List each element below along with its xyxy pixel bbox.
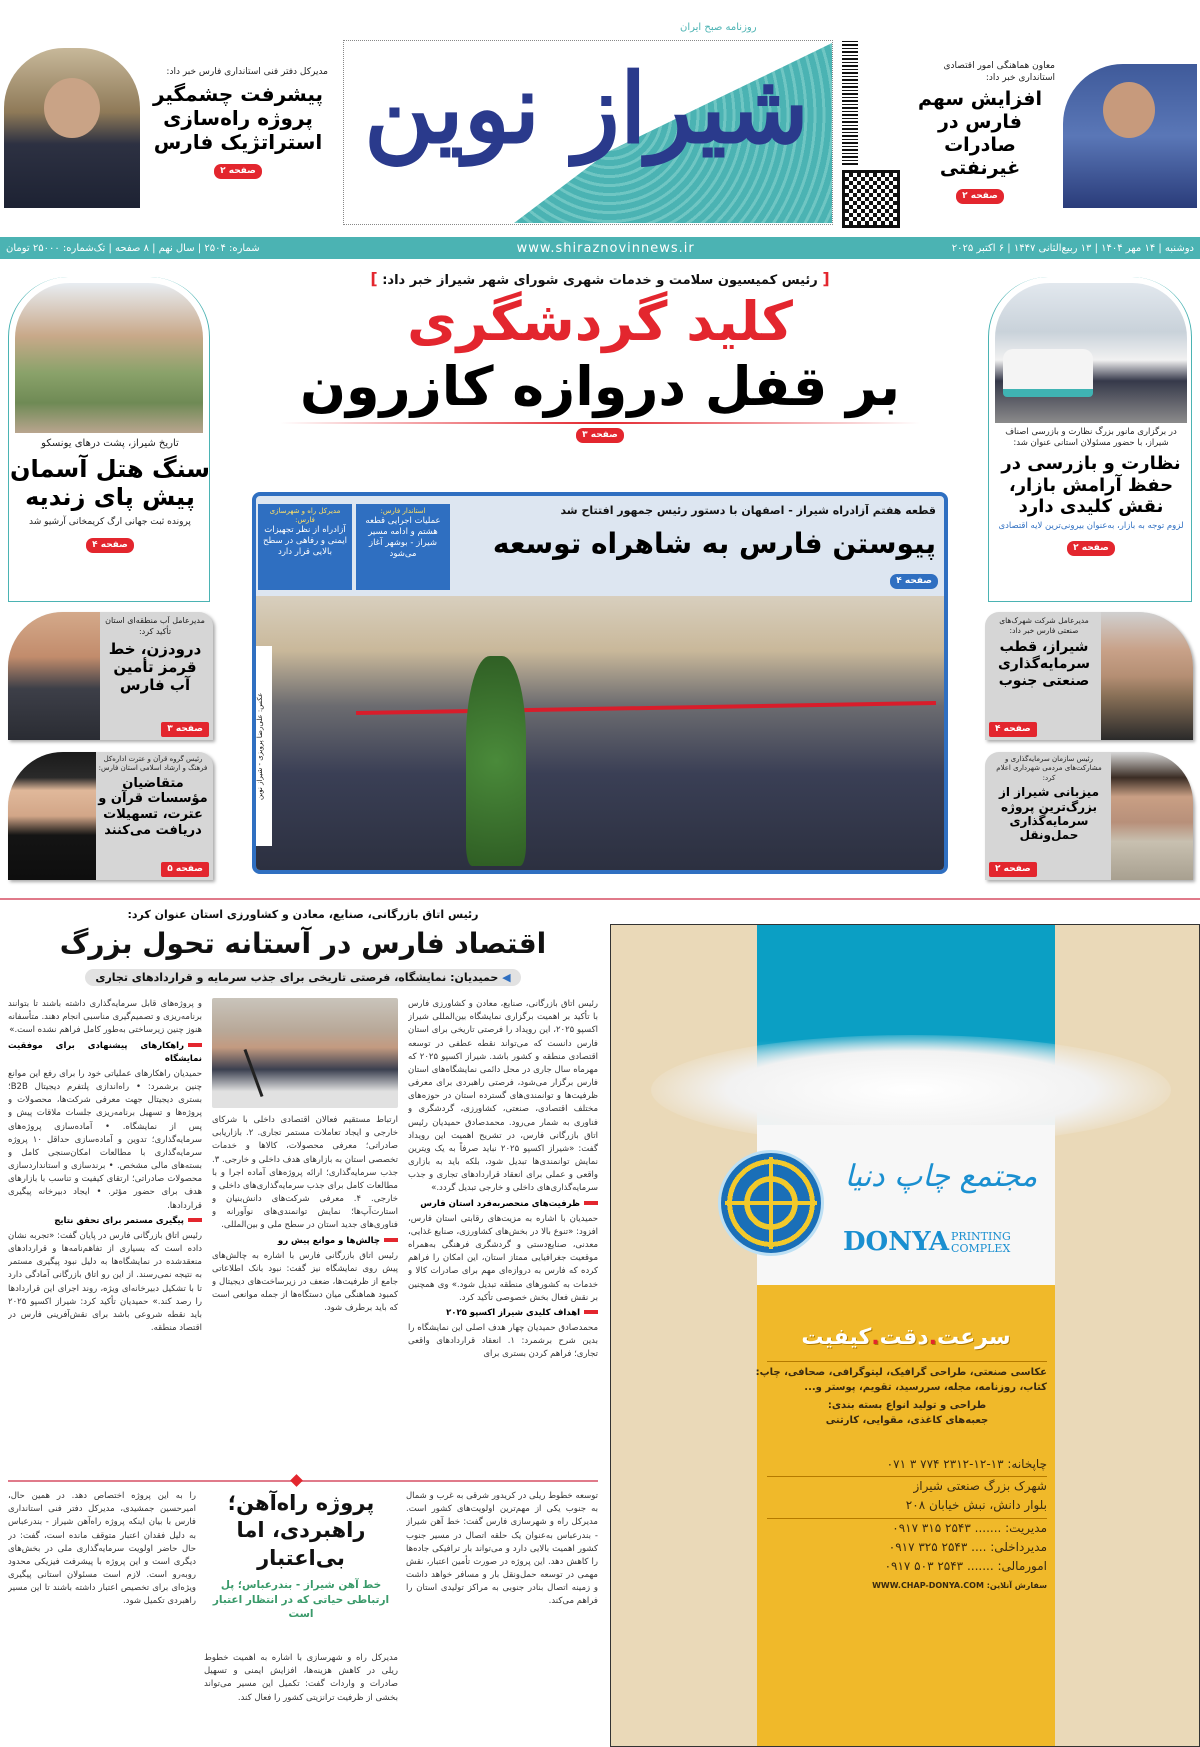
subheading: ظرفیت‌های منحصربه‌فرد استان فارس [408, 1198, 598, 1211]
sidebox-text: آزادراه از نظر تجهیزات ایمنی و رفاهی در سطح بالایی قرار دارد [263, 525, 347, 558]
industrial-kicker: مدیرعامل شرکت شهرک‌های صنعتی فارس خبر داد: [999, 616, 1089, 636]
plant [466, 656, 526, 866]
economy-article[interactable] [8, 906, 598, 1474]
sidebox-text: عملیات اجرایی قطعه هشتم و ادامه مسیر شیراز - بوشهر آغاز می‌شود [365, 516, 441, 560]
quran-headline[interactable]: متقاضیان مؤسسات قرآن و عترت، تسهیلات دریافت می‌کنند [98, 775, 208, 838]
ribbon-cutting-photo[interactable] [256, 596, 944, 870]
issue-line: شماره: ۲۵۰۴ | سال نهم | ۸ صفحه | تک‌شماره: ۲۵۰۰۰ تومان [6, 242, 260, 254]
website-link[interactable]: www.shiraznovinnews.ir [516, 240, 695, 256]
economy-kicker: رئیس اتاق بازرگانی، صنایع، معادن و کشاورزی استان عنوان کرد: [127, 908, 479, 921]
section-divider [0, 898, 1200, 900]
address-line: بلوار دانش، نبش خیابان ۲۰۸ [767, 1496, 1047, 1518]
inspection-headline[interactable]: نظارت و بازرسی در حفظ آرامش بازار، نقش کلیدی دارد [1001, 452, 1181, 518]
railway-subhead: خط آهن شیراز - بندرعباس؛ پل ارتباطی حیاتی که در انتظار اعتبار است [212, 1578, 390, 1621]
ad-contacts [767, 1455, 1047, 1593]
lead-headline-red[interactable]: کلید گردشگری [407, 290, 793, 353]
paragraph: حمیدیان راهکارهای عملیاتی خود را برای رفع این موانع چنین برشمرد: • راه‌اندازی پلتفرم دیجیتال B2B؛ بستری دیجیتال جهت معرفی شرکت‌ها، محصولات و پروژه‌ها و تسهیل برنامه‌ریزی جلسات ملاقات پیش و پس از نمایشگاه. • آماده‌سازی پروژه‌های سرمایه‌گذاری؛ تدوین و آماده‌سازی حداقل ۱۰ پروژه سرمایه‌گذاری با مطالعات امکان‌سنجی کامل و بسته‌های مالی مشخص. • برندسازی و استانداردسازی محصولات صادراتی؛ ارتقای کیفیت و تناسب با بازارهای هدف برای حضور مؤثر. • ایجاد دبیرخانه پیگیری قراردادها. [8, 1068, 202, 1211]
industrial-story[interactable] [985, 612, 1193, 740]
contact-internal[interactable]: مدیرداخلی: .... ۲۵۴۳ ۳۲۵ ۰۹۱۷ [888, 1539, 1047, 1554]
page-tag[interactable]: صفحه ۴ [890, 574, 938, 589]
sidebox-roads[interactable] [258, 504, 352, 590]
railway-col-mid [204, 1652, 398, 1742]
hamidian-photo[interactable] [212, 998, 398, 1108]
arg-kicker: تاریخ شیراز، پشت درهای یونسکو [41, 438, 179, 449]
top-left-kicker: مدیرکل دفتر فنی استانداری فارس خبر داد: [166, 67, 328, 77]
paragraph: رئیس اتاق بازرگانی، صنایع، معادن و کشاورزی فارس با تأکید بر اهمیت برگزاری نمایشگاه بین‌المللی شیراز اکسپو ۲۰۲۵، این رویداد را فرصتی تاریخی برای استان فارس دانست که می‌تواند نقطه عطفی در توسعه اقتصادی منطقه و کشور باشد. شیراز اکسپو ۲۰۲۵ که مهرماه سال جاری در محل دائمی نمایشگاه‌های استان فارس برگزار می‌شود، فرصتی راهبردی برای معرفی ظرفیت‌ها و توانمندی‌های گسترده استان در حوزه‌های مختلف اقتصادی، صنعتی، کشاورزی، گردشگری و فناوری به شمار می‌رود. محمدصادق حمیدیان رئیس اتاق بازرگانی فارس، در تشریح اهمیت این رویداد گفت: «شیراز اکسپو ۲۰۲۵ نباید صرفاً به یک ویترین نمایش توانمندی‌ها تبدیل شود، بلکه باید به بازاری واقعی و عملی برای انعقاد قراردادهای تجاری و جذب سرمایه‌گذاری‌های داخلی و خارجی تبدیل گردد.» [408, 999, 598, 1194]
car [1003, 349, 1093, 397]
brand-english [843, 1221, 1011, 1255]
brand-english-sub1: PRINTING [951, 1229, 1011, 1243]
photo-credit: عکس: علی‌رضا پرویزی - شیراز نوین [256, 646, 272, 846]
inspection-story[interactable] [988, 277, 1192, 602]
date-band [0, 237, 1200, 259]
inspection-kicker: در برگزاری مانور بزرگ نظارت و بازرسی اصناف شیراز، با حضور مسئولان استانی عنوان شد: [1005, 427, 1177, 449]
services-line: طراحی و تولید انواع بسته بندی: [827, 1400, 987, 1411]
water-text [101, 616, 209, 720]
paragraph: محمدصادق حمیدیان چهار هدف اصلی این نمایشگاه را بدین شرح برشمرد: ۱. انعقاد قراردادهای واقعی تجاری؛ فراهم کردن بستری برای [408, 1323, 598, 1360]
page-tag[interactable]: صفحه ۳ [161, 722, 209, 737]
water-headline[interactable]: درودزن، خط قرمز تأمین آب فارس [108, 639, 202, 694]
top-left-headline[interactable]: پیشرفت چشمگیر پروژه راه‌سازی استراتژیک فارس [152, 82, 324, 155]
water-photo [8, 612, 100, 740]
paragraph: رئیس اتاق بازرگانی فارس در پایان گفت: «تجربه نشان داده است که بسیاری از تفاهم‌نامه‌ها و قراردادهای منعقدشده در نمایشگاه‌ها به دلیل نبود پیگیری مستمر به نتیجه نمی‌رسند. از این رو اتاق بازرگانی آمادگی دارد تا با تشکیل دبیرخانه‌ای ویژه، روند اجرای این قراردادها را رصد کند.» حمیدیان تأکید کرد: شیراز اکسپو ۲۰۲۵ باید نقطه شروعی باشد برای نقش‌آفرینی فارس در اقتصاد منطقه. [8, 1230, 202, 1334]
lead-headline-black[interactable]: بر قفل دروازه کازرون [299, 354, 901, 418]
qr-code[interactable] [842, 170, 900, 228]
phone-print[interactable]: چاپخانه: ۱۳-۱۲-۲۳۱۲ ۷۷۴ ۳ ۰۷۱ [767, 1455, 1047, 1477]
contact-finance[interactable]: امورمالی: ....... ۲۵۴۳ ۵۰۳ ۰۹۱۷ [884, 1558, 1047, 1573]
tagline: روزنامه صبح ایران [680, 22, 757, 33]
arg-photo [15, 283, 203, 433]
microphone [244, 1049, 264, 1097]
ad-services [755, 1361, 1047, 1445]
economy-subhead-text: حمیدیان: نمایشگاه، فرصتی تاریخی برای جذب سرمایه و قراردادهای تجاری [95, 971, 499, 984]
subheading: چالش‌ها و موانع پیش رو [212, 1235, 398, 1248]
transport-kicker: رئیس سازمان سرمایه‌گذاری و مشارکت‌های مردمی شهرداری اعلام کرد: [996, 755, 1102, 782]
quran-story[interactable] [8, 752, 213, 880]
quran-photo [8, 752, 96, 880]
lead-story[interactable] [240, 268, 960, 486]
page-tag[interactable]: صفحه ۴ [989, 722, 1037, 737]
ad-slogan: سرعت.دقت.کیفیت [801, 1325, 1011, 1350]
sidebox-label: مدیرکل راه و شهرسازی فارس: [269, 507, 341, 525]
contact-management[interactable]: مدیریت: ....... ۲۵۴۳ ۳۱۵ ۰۹۱۷ [892, 1520, 1047, 1535]
inspection-text [993, 427, 1189, 556]
logo-block [343, 40, 833, 225]
page-tag[interactable]: صفحه ۲ [989, 862, 1037, 877]
sidebox-label: استاندار فارس: [380, 507, 426, 515]
paragraph: توسعه خطوط ریلی در کریدور شرقی به غرب و شمال به جنوب یکی از مهم‌ترین اولویت‌های کشور است. مدیرکل راه و شهرسازی فارس گفت: خط آهن شیراز - بندرعباس به‌عنوان یک حلقه اتصال در مسیر جنوب کشور اهمیت بالایی دارد و می‌تواند بار ترافیکی جاده‌ها را کاهش دهد. این پروژه در صورت تأمین اعتبار، نقش مهمی در توسعه حمل‌ونقل بار و مسافر خواهد داشت و زمینه اتصال بنادر جنوبی به مراکز تولیدی استان را فراهم می‌کند. [406, 1491, 598, 1607]
paragraph: حمیدیان با اشاره به مزیت‌های رقابتی استان فارس، افزود: «تنوع بالا در بخش‌های کشاورزی، صنایع غذایی، معدنی، صنایع‌دستی و گردشگری فرهنگی به‌همراه موقعیت جغرافیایی ممتاز استان، این امکان را فراهم کرده که فارس به دروازه‌ای مهم برای صادرات کالا و خدمات به کشورهای منطقه تبدیل شود.» وی همچنین بر نقش فعال بخش خصوصی تأکید کرد. [408, 1213, 598, 1303]
lead-kicker: [ رئیس کمیسیون سلامت و خدمات شهری شورای شهر شیراز خبر داد: ] [370, 269, 830, 288]
paragraph: مدیرکل راه و شهرسازی با اشاره به اهمیت خطوط ریلی در کاهش هزینه‌ها، افزایش ایمنی و تسهیل صادرات و واردات گفت: تکمیل این مسیر می‌تواند بخشی از ظرفیت ترانزیتی کشور را فعال کند. [204, 1653, 398, 1703]
quran-kicker: رئیس گروه قرآن و عترت اداره‌کل فرهنگ و ارشاد اسلامی استان فارس: [98, 755, 208, 773]
top-left-story[interactable] [148, 66, 328, 226]
donya-advertisement[interactable] [610, 924, 1200, 1747]
lead-kicker-text: رئیس کمیسیون سلامت و خدمات شهری شورای شهر شیراز خبر داد: [382, 273, 818, 288]
transport-headline[interactable]: میزبانی شیراز از بزرگ‌ترین پروژه سرمایه‌گذاری حمل‌ونقل [998, 785, 1099, 843]
paragraph: و پروژه‌های قابل سرمایه‌گذاری داشته باشند تا بتوانند برنامه‌ریزی و تصمیم‌گیری مناسبی انجام دهند. متأسفانه هنوز چنین زیرساختی به‌طور کامل فراهم نشده است.» [8, 999, 202, 1036]
top-right-headline[interactable]: افزایش سهم فارس در صادرات غیرنفتی [917, 88, 1043, 179]
transport-photo [1111, 752, 1193, 880]
services-line: جعبه‌های کاغذی، مقوایی، کارتنی [825, 1415, 989, 1426]
online-label: سفارش آنلاین: [986, 1581, 1047, 1591]
site-logo[interactable]: شیراز نوین [364, 52, 809, 165]
water-story[interactable] [8, 612, 213, 740]
economy-col-3 [8, 998, 202, 1470]
person-silhouette [44, 78, 100, 138]
person-silhouette [1103, 82, 1155, 138]
divider-diamond [290, 1474, 303, 1487]
donya-logo-icon [721, 1153, 821, 1253]
brand-english-main: DONYA [843, 1227, 950, 1257]
feature-box [252, 492, 948, 874]
subheading: اهداف کلیدی شیراز اکسپو ۲۰۲۵ [408, 1307, 598, 1320]
paragraph: را به این پروژه اختصاص دهد. در همین حال، امیرحسین جمشیدی، مدیرکل دفتر فنی استانداری فارس با بیان اینکه پروژه راه‌آهن شیراز - بندرعباس به دلیل فقدان اعتبار متوقف مانده است، گفت: در حال حاضر اولویت سرمایه‌گذاری ملی در بخش‌های دیگری است و این پروژه با پیشرفت فیزیکی محدود روبه‌رو است. لازم است مسئولان استانی پیگیری ویژه‌ای برای تخصیص اعتبار داشته باشند تا این مسیر راهبردی تکمیل شود. [8, 1491, 196, 1607]
arg-headline[interactable]: سنگ هتل آسمان پیش پای زندیه [10, 454, 210, 512]
transport-story[interactable] [985, 752, 1193, 880]
inspection-subhead: لزوم توجه به بازار، به‌عنوان بیرونی‌ترین لایه اقتصادی [998, 520, 1184, 531]
address-line: شهرک بزرگ صنعتی شیراز [913, 1479, 1047, 1494]
feature-headline[interactable]: پیوستن فارس به شاهراه توسعه [492, 527, 936, 560]
arg-text [9, 437, 211, 553]
brand-persian: مجتمع چاپ دنیا [844, 1159, 1038, 1194]
water-kicker: مدیرعامل آب منطقه‌ای استان تأکید کرد: [105, 616, 205, 636]
railway-headline[interactable]: پروژه راه‌آهن؛ راهبردی، اما بی‌اعتبار [227, 1491, 375, 1570]
page-tag[interactable]: صفحه ۴ [86, 538, 134, 553]
economy-subhead: ◀ حمیدیان: نمایشگاه، فرصتی تاریخی برای جذب سرمایه و قراردادهای تجاری [85, 969, 520, 986]
inspection-photo [995, 283, 1187, 423]
services-line: عکاسی صنعتی، طراحی گرافیک، لیتوگرافی، صحافی، چاپ: [755, 1367, 1047, 1378]
paragraph: ارتباط مستقیم فعالان اقتصادی داخلی با شرکای خارجی و ایجاد تعاملات مستمر تجاری. ۲. بازاریابی صادراتی؛ معرفی محصولات، کالاها و خدمات تخصصی استان به بازارهای هدف داخلی و خارجی. ۳. جذب سرمایه‌گذاری؛ ارائه پروژه‌های آماده اجرا و با مطالعات کامل برای جذب سرمایه‌گذاری‌های داخلی و خارجی. ۴. معرفی شرکت‌های دانش‌بنیان و استارت‌آپ‌ها؛ نمایش توانمندی‌های نوآورانه و فناوری‌های جدید استان در سطح ملی و بین‌المللی. [212, 1115, 398, 1231]
economy-col-2 [212, 1114, 398, 1470]
industrial-photo [1101, 612, 1193, 740]
online-url[interactable]: WWW.CHAP-DONYA.COM [872, 1581, 984, 1591]
page-tag[interactable]: صفحه ۳ [576, 428, 624, 443]
top-right-story[interactable] [905, 60, 1055, 230]
arg-subhead: پرونده ثبت جهانی ارگ کریمخانی آرشیو شد [29, 517, 191, 528]
railway-col-right [406, 1490, 598, 1742]
page-tag[interactable]: صفحه ۵ [161, 862, 209, 877]
slogan-quality: کیفیت [801, 1325, 872, 1350]
top-right-photo [1063, 64, 1197, 208]
railway-headline-block[interactable] [204, 1490, 398, 1640]
subheading: راهکارهای پیشنهادی برای موفقیت نمایشگاه [8, 1040, 202, 1066]
page-tag[interactable]: صفحه ۲ [214, 164, 262, 179]
railway-col-left [8, 1490, 196, 1742]
date-line: دوشنبه | ۱۴ مهر ۱۴۰۴ | ۱۳ ربیع‌الثانی ۱۴۴۷ | ۶ اکتبر ۲۰۲۵ [951, 242, 1194, 254]
paragraph: رئیس اتاق بازرگانی فارس با اشاره به چالش‌های پیش روی نمایشگاه نیز گفت: نبود بانک اطلاعاتی جامع از ظرفیت‌ها، ضعف در زیرساخت‌های دیجیتال و کمبود هماهنگی میان دستگاه‌ها از جمله موانعی است که باید برطرف شود. [212, 1250, 398, 1314]
transport-text [989, 755, 1109, 861]
arg-story[interactable] [8, 277, 210, 602]
masthead [0, 0, 1200, 262]
top-left-photo [4, 48, 140, 208]
feature-kicker: قطعه هفتم آزادراه شیراز - اصفهان با دستور رئیس جمهور افتتاح شد [560, 504, 936, 517]
barcode [842, 40, 858, 165]
services-line: کتاب، روزنامه، مجله، سررسید، تقویم، پوستر و... [804, 1382, 1047, 1393]
industrial-text [989, 616, 1099, 720]
economy-col-1 [408, 998, 598, 1470]
page-tag[interactable]: صفحه ۲ [956, 189, 1004, 204]
industrial-headline[interactable]: شیراز، قطب سرمایه‌گذاری صنعتی جنوب [997, 639, 1091, 689]
quran-text [97, 755, 209, 861]
slogan-speed: سرعت [936, 1325, 1011, 1350]
subheading: پیگیری مستمر برای تحقق نتایج [8, 1215, 202, 1228]
ribbon [356, 701, 936, 715]
slogan-accuracy: دقت [879, 1325, 929, 1350]
sidebox-governor[interactable] [356, 504, 450, 590]
brand-english-sub2: COMPLEX [951, 1241, 1011, 1255]
economy-headline[interactable]: اقتصاد فارس در آستانه تحول بزرگ [59, 927, 547, 960]
page-tag[interactable]: صفحه ۲ [1067, 541, 1115, 556]
top-right-kicker: معاون هماهنگی امور اقتصادی استانداری خبر داد: [943, 61, 1055, 84]
